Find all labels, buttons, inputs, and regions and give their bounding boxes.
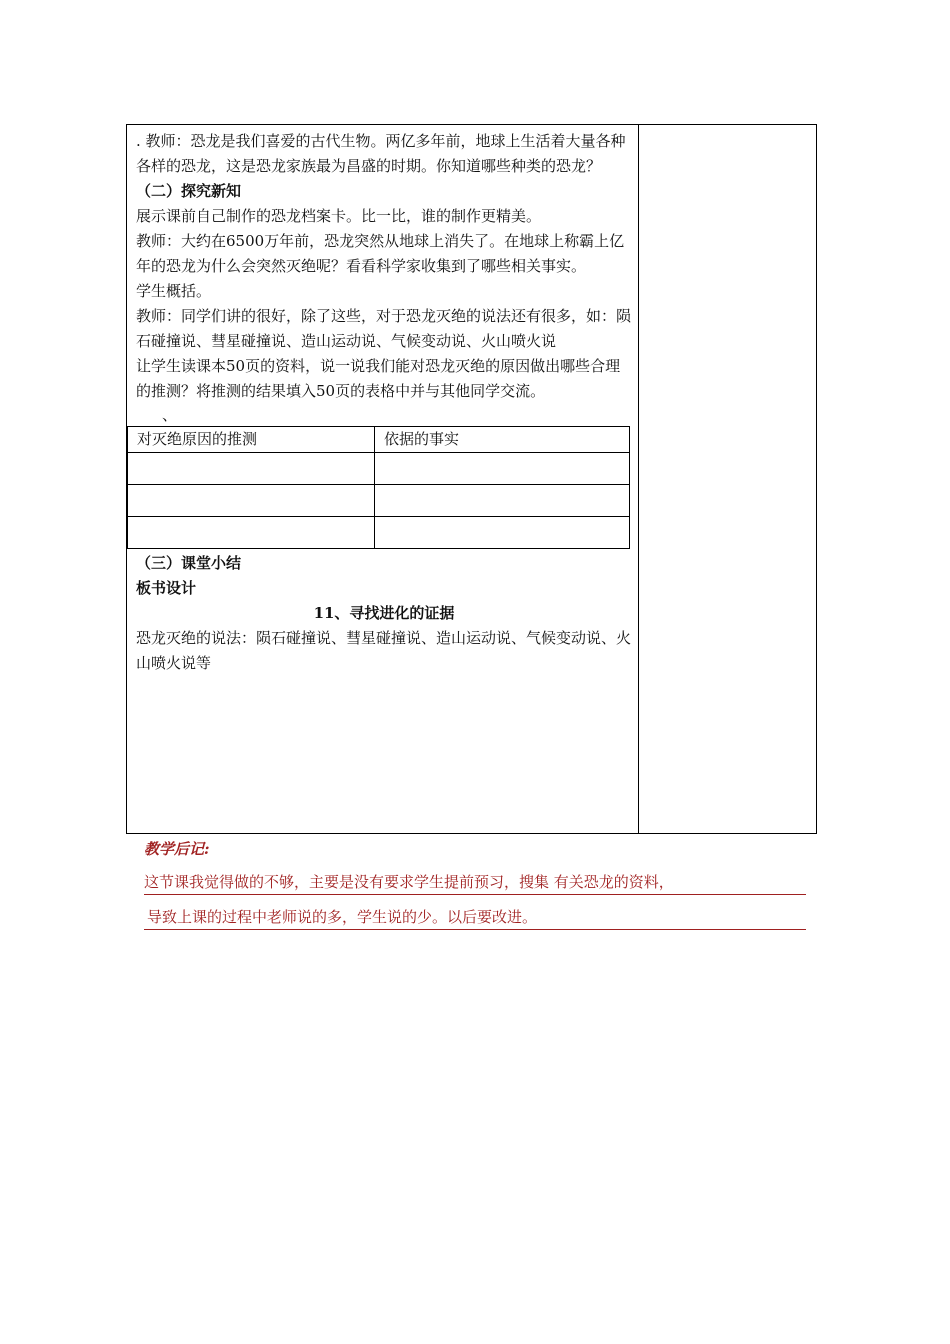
- table-header-evidence: 依据的事实: [375, 427, 630, 453]
- lesson-plan-table: [126, 124, 817, 834]
- notes-cell: [639, 125, 817, 834]
- inference-table: [127, 426, 630, 549]
- section-heading-summary: （三）课堂小结: [136, 554, 242, 572]
- table-cell[interactable]: [128, 517, 375, 549]
- teaching-postscript: [144, 838, 806, 940]
- board-heading: 11、寻找进化的证据: [313, 604, 455, 622]
- table-cell[interactable]: [375, 517, 630, 549]
- board-design-title: 板书设计: [136, 579, 197, 597]
- postscript-title: 教学后记:: [144, 840, 210, 858]
- table-header-row: [128, 427, 630, 453]
- table-row: [128, 485, 630, 517]
- student-summary-paragraph: 学生概括。: [136, 282, 212, 300]
- theories-paragraph: 教师：同学们讲的很好，除了这些，对于恐龙灭绝的说法还有很多，如：陨石碰撞说、彗星碰撞说、造山运动说、气候变动说、火山喷火说: [136, 307, 632, 350]
- lesson-content-cell: [127, 125, 639, 834]
- table-cell[interactable]: [375, 485, 630, 517]
- lesson-content: [127, 125, 638, 676]
- board-content: 恐龙灭绝的说法：陨石碰撞说、彗星碰撞说、造山运动说、气候变动说、火山喷火说等: [136, 629, 632, 672]
- punctuation-mark: 、: [162, 406, 178, 424]
- teacher-question-paragraph: 教师：大约在6500万年前，恐龙突然从地球上消失了。在地球上称霸上亿年的恐龙为什么会突然灭绝呢？看看科学家收集到了哪些相关事实。: [136, 232, 625, 275]
- table-cell[interactable]: [128, 453, 375, 485]
- table-cell[interactable]: [128, 485, 375, 517]
- show-cards-paragraph: 展示课前自己制作的恐龙档案卡。比一比，谁的制作更精美。: [136, 207, 542, 225]
- intro-paragraph: . 教师：恐龙是我们喜爱的古代生物。两亿多年前，地球上生活着大量各种各样的恐龙，这是恐龙家族最为昌盛的时期。你知道哪些种类的恐龙？: [136, 132, 626, 175]
- table-row: [128, 453, 630, 485]
- table-header-cause: 对灭绝原因的推测: [128, 427, 375, 453]
- table-row: [128, 517, 630, 549]
- section-heading-explore: （二）探究新知: [136, 182, 242, 200]
- postscript-line-1: 这节课我觉得做的不够，主要是没有要求学生提前预习，搜集 有关恐龙的资料，: [144, 870, 806, 895]
- table-cell[interactable]: [375, 453, 630, 485]
- postscript-line-2: 导致上课的过程中老师说的多，学生说的少。以后要改进。: [144, 905, 806, 930]
- reading-task-paragraph: 让学生读课本50页的资料，说一说我们能对恐龙灭绝的原因做出哪些合理的推测？将推测的结果填入50页的表格中并与其他同学交流。: [136, 357, 621, 400]
